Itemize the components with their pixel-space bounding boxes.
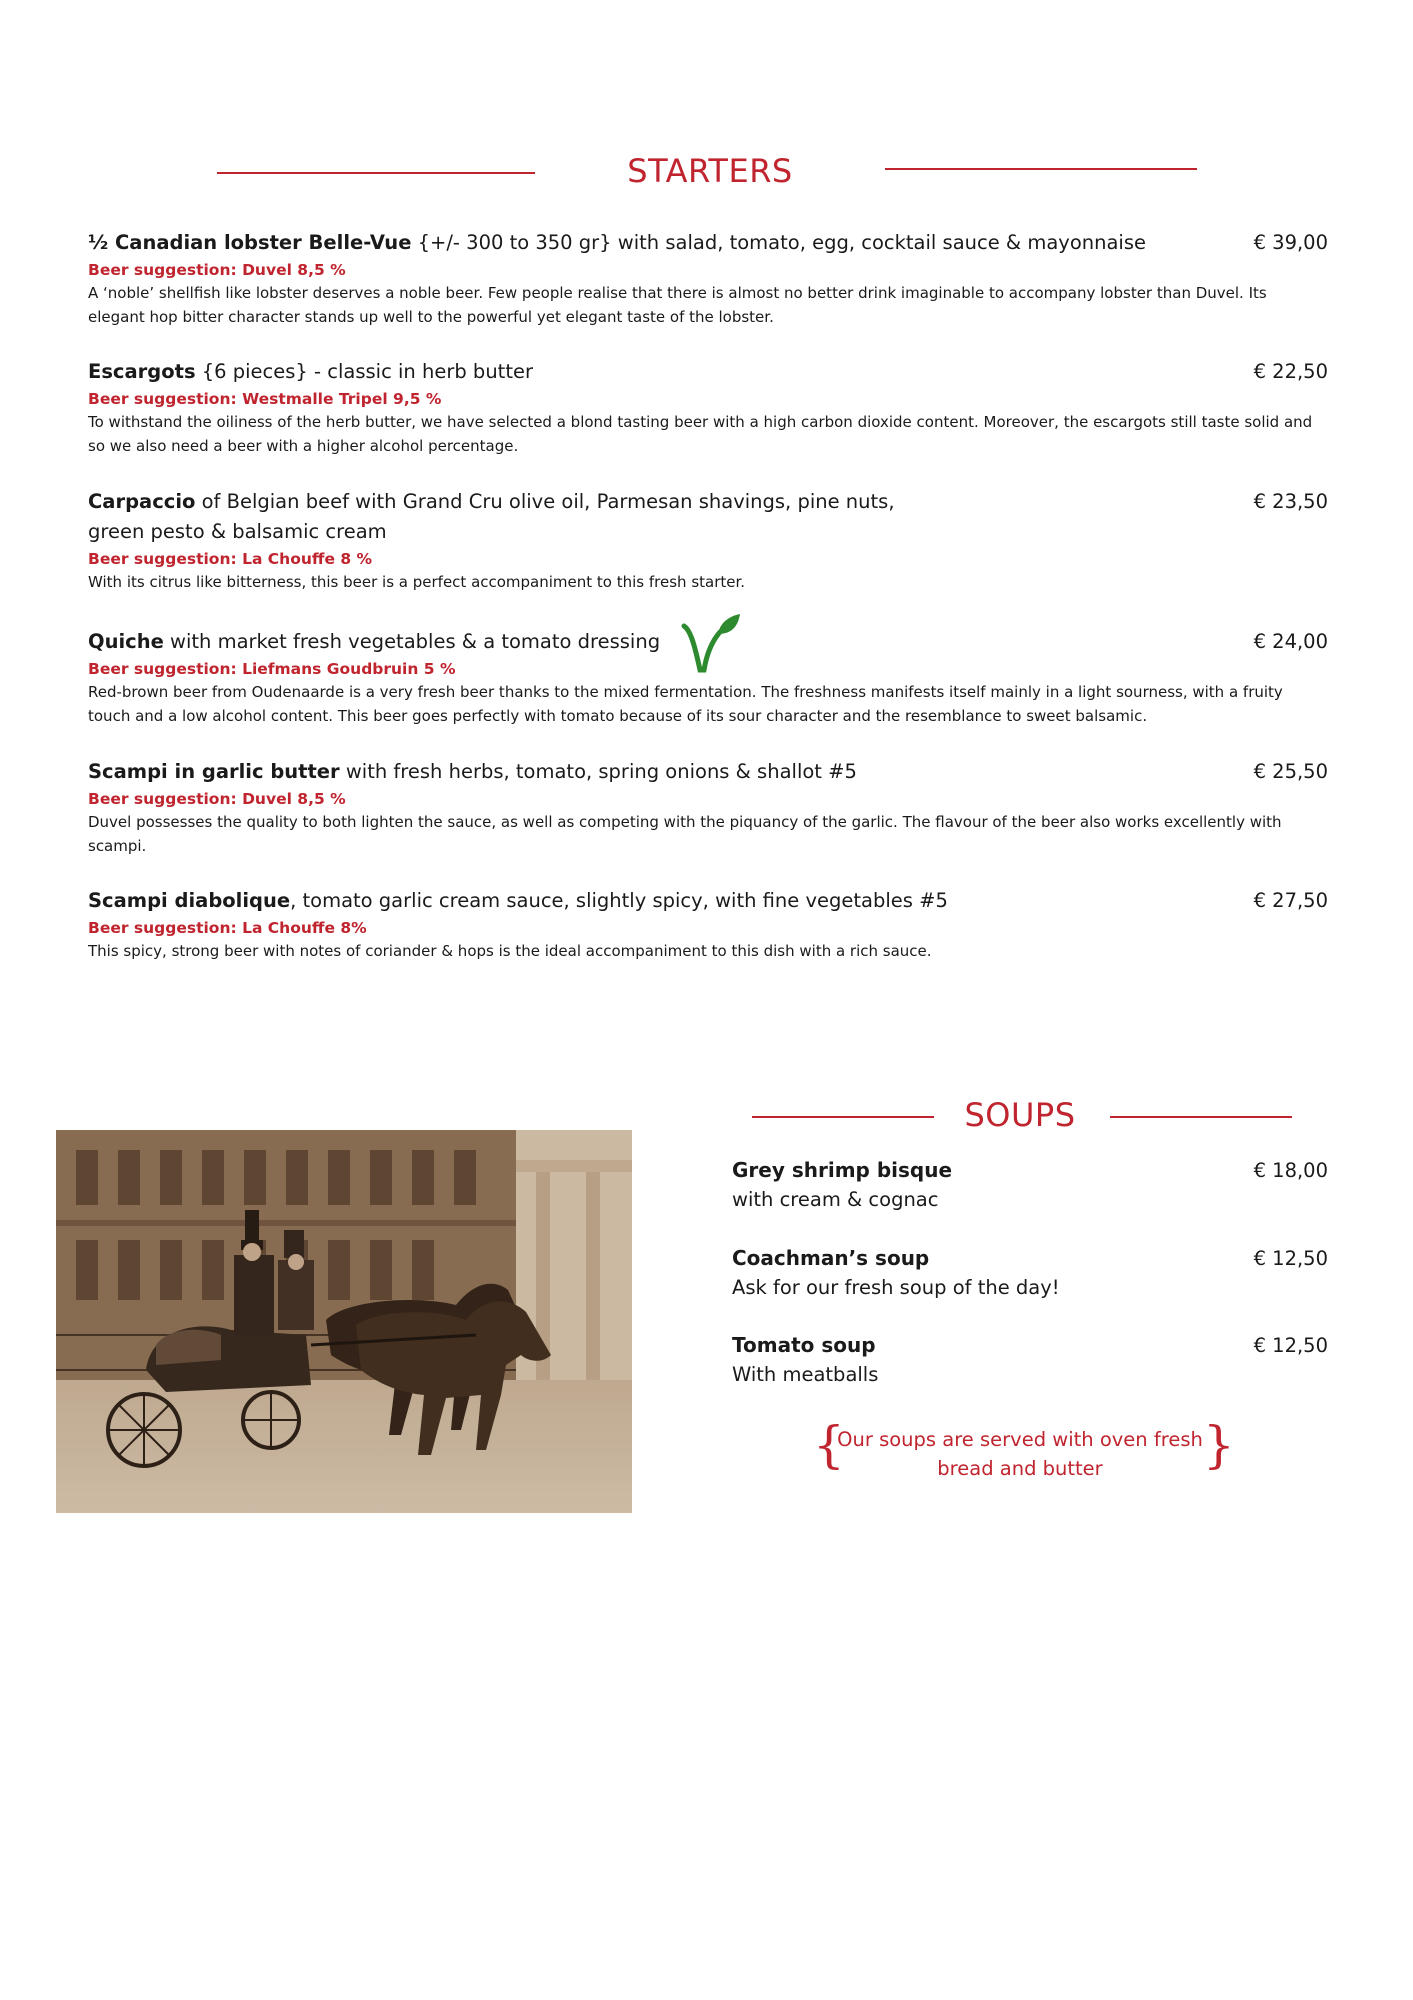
soup-item-tomato xyxy=(732,1331,1328,1389)
soup-item-grey-shrimp xyxy=(732,1156,1328,1214)
soup-note xyxy=(820,1425,1220,1483)
item-name: Escargots xyxy=(88,360,196,383)
item-title-line xyxy=(88,487,1328,517)
item-description: Duvel possesses the quality to both lighten the sauce, as well as competing with the piquancy of the garlic. The flavour of the beer also works excellently with scampi. xyxy=(88,813,1282,855)
beer-suggestion: Beer suggestion: La Chouffe 8 % xyxy=(88,550,373,568)
item-price: € 22,50 xyxy=(1253,360,1328,383)
item-description: To withstand the oiliness of the herb butter, we have selected a blond tasting beer with a high carbon dioxide content. Moreover, the escargots still taste solid and so we also need a beer with a higher alcohol percentage. xyxy=(88,413,1313,455)
item-title-line xyxy=(88,228,1328,258)
item-description: A ‘noble’ shellfish like lobster deserves a noble beer. Few people realise that there is almost no better drink imaginable to accompany lobster than Duvel. Its elegant hop bitter character stands up well to the powerful yet elegant taste of the lobster. xyxy=(88,284,1267,326)
soup-price: € 12,50 xyxy=(1253,1247,1328,1270)
item-detail: with market fresh vegetables & a tomato dressing xyxy=(163,630,661,653)
item-name: Carpaccio xyxy=(88,490,196,513)
item-detail: with fresh herbs, tomato, spring onions & shallot #5 xyxy=(339,760,857,783)
soup-price: € 12,50 xyxy=(1253,1334,1328,1357)
soup-description: with cream & cognac xyxy=(732,1188,939,1211)
soup-description: With meatballs xyxy=(732,1363,879,1386)
item-detail: of Belgian beef with Grand Cru olive oil, Parmesan shavings, pine nuts, xyxy=(195,490,895,513)
item-detail: , tomato garlic cream sauce, slightly spicy, with fine vegetables #5 xyxy=(290,889,948,912)
starter-item-carpaccio xyxy=(88,487,1328,595)
item-name: Scampi diabolique xyxy=(88,889,291,912)
soup-name: Coachman’s soup xyxy=(732,1246,930,1270)
soups-rule-right xyxy=(1110,1116,1292,1118)
soups-rule-left xyxy=(752,1116,934,1118)
item-price: € 23,50 xyxy=(1253,490,1328,513)
soups-title: SOUPS xyxy=(964,1096,1076,1134)
soup-item-coachman xyxy=(732,1244,1328,1302)
item-description: This spicy, strong beer with notes of coriander & hops is the ideal accompaniment to this dish with a rich sauce. xyxy=(88,942,932,960)
soup-note-line-1: Our soups are served with oven fresh xyxy=(837,1428,1203,1451)
soup-note-line-2: bread and butter xyxy=(937,1457,1103,1480)
item-name: Quiche xyxy=(88,630,164,653)
beer-suggestion: Beer suggestion: La Chouffe 8% xyxy=(88,919,367,937)
starters-rule-right xyxy=(885,168,1197,170)
item-description: With its citrus like bitterness, this beer is a perfect accompaniment to this fresh starter. xyxy=(88,573,746,591)
item-title-line xyxy=(88,757,1328,787)
starter-item-escargots xyxy=(88,357,1328,458)
starter-item-scampi-garlic xyxy=(88,757,1328,858)
beer-suggestion: Beer suggestion: Duvel 8,5 % xyxy=(88,790,346,808)
item-price: € 24,00 xyxy=(1253,630,1328,653)
item-title-line-2: green pesto & balsamic cream xyxy=(88,520,387,543)
soup-price: € 18,00 xyxy=(1253,1159,1328,1182)
item-detail: {6 pieces} - classic in herb butter xyxy=(195,360,533,383)
soup-name: Tomato soup xyxy=(732,1333,876,1357)
item-name: Scampi in garlic butter xyxy=(88,760,340,783)
item-name: ½ Canadian lobster Belle-Vue xyxy=(88,231,412,254)
soup-name: Grey shrimp bisque xyxy=(732,1158,953,1182)
item-description: Red-brown beer from Oudenaarde is a very fresh beer thanks to the mixed fermentation. The freshness manifests itself mainly in a light sourness, with a fruity touch and a low alcohol content. This beer goes perfectly with tomato because of its sour character and the resemblance to sweet balsamic. xyxy=(88,683,1283,725)
starters-title: STARTERS xyxy=(627,152,793,190)
item-detail: {+/- 300 to 350 gr} with salad, tomato, egg, cocktail sauce & mayonnaise xyxy=(411,231,1146,254)
left-brace-icon: { xyxy=(813,1416,845,1474)
item-price: € 25,50 xyxy=(1253,760,1328,783)
beer-suggestion: Beer suggestion: Liefmans Goudbruin 5 % xyxy=(88,660,456,678)
starter-item-lobster xyxy=(88,228,1328,329)
item-price: € 27,50 xyxy=(1253,889,1328,912)
beer-suggestion: Beer suggestion: Duvel 8,5 % xyxy=(88,261,346,279)
beer-suggestion: Beer suggestion: Westmalle Tripel 9,5 % xyxy=(88,390,442,408)
vegetarian-leaf-icon xyxy=(680,612,742,674)
item-title-line xyxy=(88,886,1328,916)
item-title-line xyxy=(88,357,1328,387)
item-price: € 39,00 xyxy=(1253,231,1328,254)
starter-item-scampi-diabolique xyxy=(88,886,1328,964)
soup-description: Ask for our fresh soup of the day! xyxy=(732,1276,1060,1299)
right-brace-icon: } xyxy=(1203,1416,1235,1474)
starters-rule-left xyxy=(217,172,535,174)
horse-carriage-photo xyxy=(56,1130,632,1513)
